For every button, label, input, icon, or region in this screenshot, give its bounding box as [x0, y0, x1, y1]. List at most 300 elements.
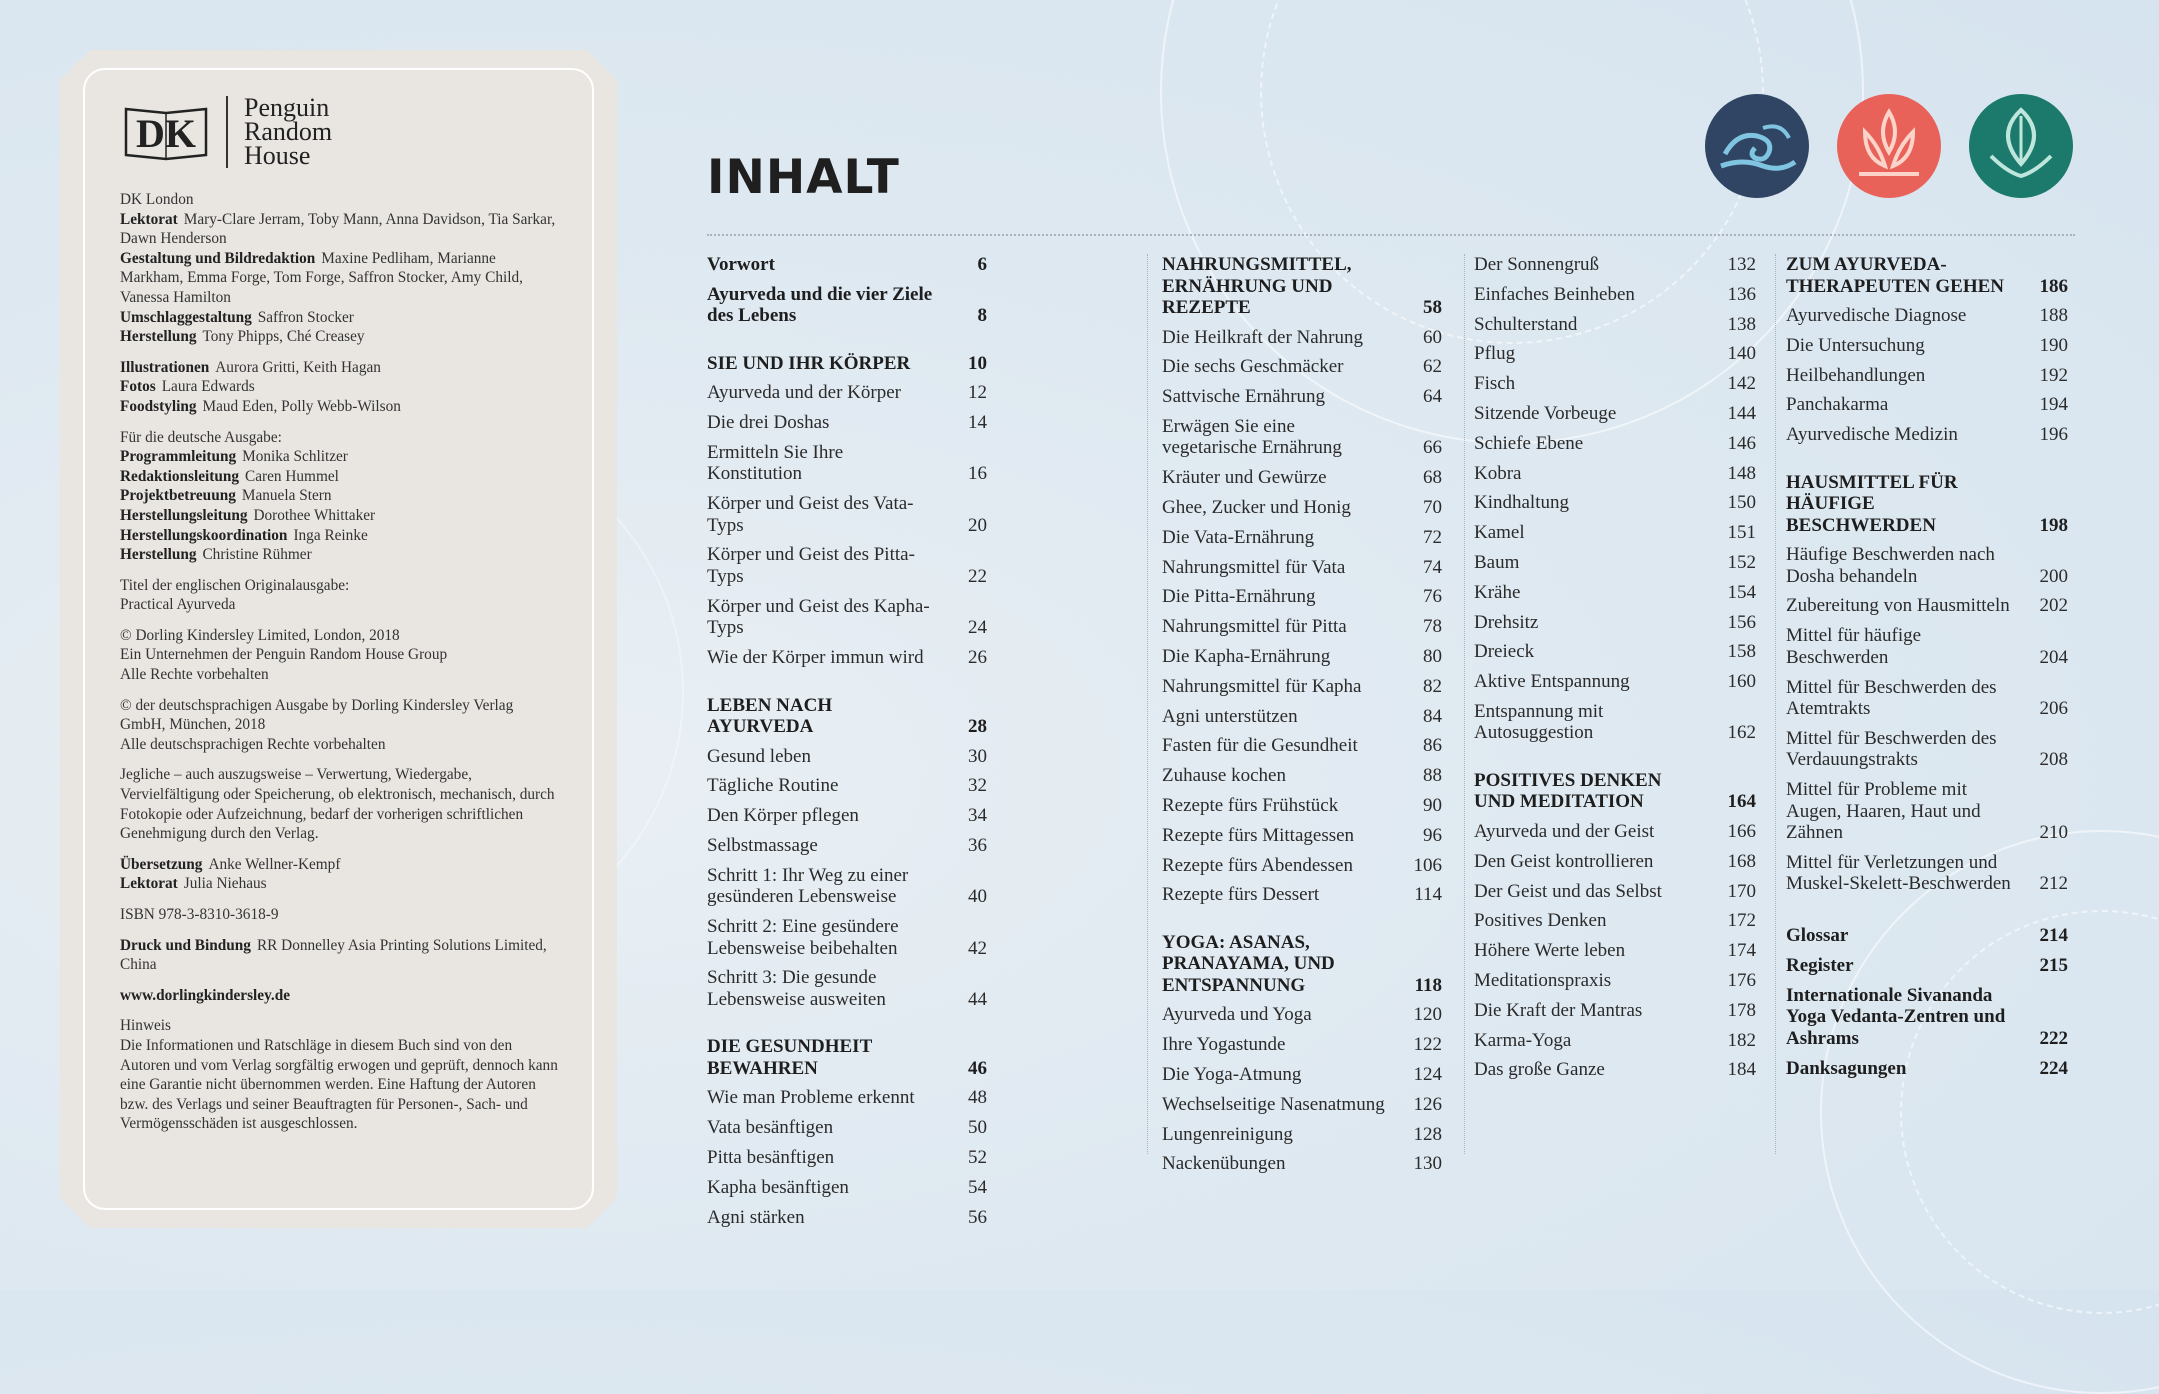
imprint-text: DK London	[120, 191, 194, 208]
imprint-paragraph	[120, 190, 560, 347]
toc-entry[interactable]	[707, 865, 987, 908]
toc-page-number: 168	[1727, 850, 1756, 872]
toc-entry-title: Positives Denken	[1474, 910, 1607, 932]
kapha-emblem-icon	[1967, 92, 2075, 200]
toc-page-number: 78	[1423, 616, 1442, 638]
toc-entry[interactable]	[1162, 1004, 1442, 1026]
toc-entry-title: Den Geist kontrollieren	[1474, 850, 1654, 872]
imprint-role: Übersetzung	[120, 855, 203, 873]
toc-entry-title: HAUSMITTEL FÜR HÄUFIGE BESCHWERDEN	[1786, 471, 1958, 536]
toc-entry-title: Einfaches Beinheben	[1474, 283, 1635, 305]
toc-entry-title: Drehsitz	[1474, 611, 1539, 633]
toc-page-number: 151	[1727, 522, 1756, 544]
toc-entry-title: Lungenreinigung	[1162, 1123, 1293, 1145]
toc-entry[interactable]	[1786, 925, 2068, 947]
toc-entry-title: POSITIVES DENKEN UND MEDITATION	[1474, 769, 1662, 813]
toc-entry[interactable]	[1474, 821, 1756, 843]
toc-entry-title: Tägliche Routine	[707, 775, 839, 797]
toc-entry[interactable]	[707, 493, 987, 536]
toc-entry[interactable]	[1786, 335, 2068, 357]
toc-entry[interactable]	[1786, 955, 2068, 977]
toc-page-number: 30	[968, 745, 987, 767]
toc-entry-title: Rezepte fürs Mittagessen	[1162, 824, 1355, 846]
toc-entry-title: Krähe	[1474, 581, 1521, 603]
toc-page-number: 106	[1413, 854, 1442, 876]
toc-entry[interactable]	[1786, 365, 2068, 387]
toc-entry-title: Ayurveda und Yoga	[1162, 1004, 1312, 1026]
toc-section-heading[interactable]	[707, 695, 987, 738]
toc-page-number: 174	[1727, 940, 1756, 962]
toc-entry[interactable]	[1162, 855, 1442, 877]
imprint-role: Programmleitung	[120, 448, 237, 466]
toc-entry-title: Körper und Geist des Pitta-Typs	[707, 544, 915, 587]
imprint-text: RR Donnelley Asia Printing Solutions Limited, China	[120, 936, 547, 974]
toc-entry-title: Wie man Probleme erkennt	[707, 1087, 915, 1109]
toc-page-number: 56	[968, 1206, 987, 1228]
toc-page-number: 166	[1727, 820, 1756, 842]
imprint-paragraph	[120, 1016, 560, 1134]
imprint-role: Herstellung	[120, 328, 197, 346]
toc-entry[interactable]	[707, 1087, 987, 1109]
toc-entry[interactable]	[1474, 522, 1756, 544]
toc-page-number: 68	[1423, 467, 1442, 489]
toc-page-number: 198	[2039, 514, 2068, 536]
toc-entry-title: Wechselseitige Nasenatmung	[1162, 1093, 1385, 1115]
toc-entry[interactable]	[1474, 1030, 1756, 1052]
imprint-paragraph	[120, 696, 560, 755]
pitta-emblem-icon	[1835, 92, 1943, 200]
toc-page-number: 72	[1423, 526, 1442, 548]
toc-entry[interactable]	[1162, 527, 1442, 549]
imprint-role: Illustrationen	[120, 358, 210, 376]
toc-page-number: 160	[1727, 671, 1756, 693]
toc-entry[interactable]	[1786, 779, 2068, 844]
toc-entry[interactable]	[1786, 544, 2068, 587]
toc-entry[interactable]	[1162, 356, 1442, 378]
imprint-text: Tony Phipps, Ché Creasey	[202, 328, 365, 346]
toc-entry[interactable]	[1162, 735, 1442, 757]
toc-entry-title: Kapha besänftigen	[707, 1176, 849, 1198]
toc-entry-title: Schiefe Ebene	[1474, 432, 1584, 454]
toc-entry[interactable]	[1474, 343, 1756, 365]
toc-page-number: 46	[968, 1057, 987, 1079]
toc-entry-title: LEBEN NACH AYURVEDA	[707, 694, 833, 738]
toc-page-number: 6	[977, 254, 987, 275]
toc-entry-title: ZUM AYURVEDA-THERAPEUTEN GEHEN	[1786, 254, 2005, 297]
toc-page-number: 14	[968, 412, 987, 434]
toc-page-number: 182	[1727, 1029, 1756, 1051]
toc-entry-title: Körper und Geist des Vata-Typs	[707, 493, 914, 536]
imprint-paragraph	[120, 855, 560, 894]
toc-entry-title: Register	[1786, 955, 1854, 977]
toc-page-number: 164	[1727, 791, 1756, 813]
toc-entry-title: Nahrungsmittel für Vata	[1162, 556, 1346, 578]
toc-entry-title: Das große Ganze	[1474, 1059, 1605, 1081]
imprint-text: Alle deutschsprachigen Rechte vorbehalten	[120, 735, 386, 753]
toc-section-heading[interactable]	[707, 1036, 987, 1079]
toc-entry[interactable]	[1474, 671, 1756, 693]
toc-entry[interactable]	[707, 1147, 987, 1169]
toc-page-number: 162	[1727, 722, 1756, 744]
imprint-paragraph	[120, 358, 560, 417]
toc-page-number: 128	[1413, 1123, 1442, 1145]
toc-entry-title: Dreieck	[1474, 641, 1535, 663]
toc-entry-title: Sattvische Ernährung	[1162, 386, 1326, 408]
imprint-role: Redaktionsleitung	[120, 467, 239, 485]
toc-entry-title: Die Yoga-Atmung	[1162, 1063, 1302, 1085]
toc-entry-title: Schritt 3: Die gesunde Lebensweise ausweiten	[707, 967, 886, 1010]
toc-entry-title: Schulterstand	[1474, 313, 1578, 335]
toc-entry[interactable]	[1474, 284, 1756, 306]
toc-entry[interactable]	[1786, 305, 2068, 327]
toc-page-number: 172	[1727, 910, 1756, 932]
toc-page-number: 206	[2039, 698, 2068, 720]
toc-page-number: 114	[1414, 884, 1442, 906]
toc-page-number: 62	[1423, 356, 1442, 378]
toc-entry[interactable]	[1162, 327, 1442, 349]
toc-entry-title: Mittel für Beschwerden des Atemtrakts	[1786, 676, 1997, 720]
toc-entry[interactable]	[1474, 373, 1756, 395]
imprint-text: Laura Edwards	[161, 378, 255, 396]
toc-entry[interactable]	[1474, 970, 1756, 992]
column-divider	[1147, 254, 1148, 1154]
toc-entry[interactable]	[1786, 677, 2068, 720]
toc-page-number: 60	[1423, 326, 1442, 348]
toc-entry-title: Ermitteln Sie Ihre Konstitution	[707, 441, 844, 485]
toc-page-number: 12	[968, 382, 987, 404]
imprint-role: Herstellung	[120, 546, 197, 564]
toc-page-number: 184	[1727, 1059, 1756, 1081]
toc-page-number: 158	[1727, 641, 1756, 663]
toc-entry-title: Die Untersuchung	[1786, 334, 1925, 356]
publisher-logo	[122, 93, 333, 170]
toc-entry-title: Rezepte fürs Frühstück	[1162, 794, 1339, 816]
toc-page-number: 144	[1727, 402, 1756, 424]
toc-entry[interactable]	[1474, 403, 1756, 425]
toc-entry[interactable]	[1162, 1034, 1442, 1056]
imprint-role: Herstellungsleitung	[120, 506, 248, 524]
toc-entry-title: Danksagungen	[1786, 1057, 1907, 1079]
toc-entry-title: Aktive Entspannung	[1474, 671, 1630, 693]
toc-entry-title: Rezepte fürs Abendessen	[1162, 854, 1353, 876]
toc-entry-title: Pitta besänftigen	[707, 1146, 835, 1168]
imprint-paragraph	[120, 576, 560, 615]
toc-entry-title: Den Körper pflegen	[707, 805, 859, 827]
toc-entry[interactable]	[1162, 765, 1442, 787]
penguin-random-house-text	[226, 93, 333, 170]
toc-entry[interactable]	[1786, 728, 2068, 771]
toc-page-number: 118	[1414, 974, 1442, 996]
toc-entry-title: Ayurveda und der Geist	[1474, 820, 1655, 842]
toc-entry[interactable]	[707, 1207, 987, 1229]
toc-entry-title: Nackenübungen	[1162, 1153, 1286, 1175]
toc-entry-title: Ayurvedische Diagnose	[1786, 305, 1967, 326]
toc-entry[interactable]	[1786, 394, 2068, 416]
toc-entry-title: Kräuter und Gewürze	[1162, 467, 1327, 489]
imprint-role: Lektorat	[120, 875, 178, 893]
toc-page-number: 34	[968, 805, 987, 827]
imprint-role: Herstellungskoordination	[120, 526, 288, 544]
toc-page-number: 26	[968, 647, 987, 669]
toc-entry[interactable]	[1474, 851, 1756, 873]
toc-page-number: 126	[1413, 1093, 1442, 1115]
toc-page-number: 86	[1423, 735, 1442, 757]
toc-entry[interactable]	[707, 647, 987, 669]
imprint-text: Aurora Gritti, Keith Hagan	[215, 358, 381, 376]
toc-page-number: 32	[968, 775, 987, 797]
toc-page-number: 156	[1727, 611, 1756, 633]
toc-page-number: 66	[1423, 437, 1442, 459]
imprint-text: Mary-Clare Jerram, Toby Mann, Anna Davidson, Tia Sarkar, Dawn Henderson	[120, 210, 556, 248]
toc-entry[interactable]	[1474, 940, 1756, 962]
column-divider	[1775, 254, 1776, 1154]
toc-entry[interactable]	[1474, 463, 1756, 485]
toc-page-number: 44	[968, 988, 987, 1010]
toc-entry[interactable]	[1474, 1000, 1756, 1022]
imprint-text: Inga Reinke	[293, 526, 368, 544]
toc-entry-title: Rezepte fürs Dessert	[1162, 884, 1320, 906]
toc-page-number: 224	[2039, 1057, 2068, 1079]
toc-entry[interactable]	[707, 382, 987, 404]
toc-entry-title: Kobra	[1474, 462, 1522, 484]
toc-entry[interactable]	[707, 596, 987, 639]
toc-entry-title: Meditationspraxis	[1474, 969, 1612, 991]
toc-entry[interactable]	[1474, 492, 1756, 514]
toc-entry-title: Fisch	[1474, 373, 1516, 395]
toc-entry-title: Ayurveda und die vier Ziele des Lebens	[707, 283, 933, 327]
publisher-line: House	[244, 141, 311, 170]
toc-page-number: 178	[1727, 999, 1756, 1021]
toc-entry[interactable]	[707, 775, 987, 797]
toc-page-number: 120	[1413, 1004, 1442, 1026]
toc-page-number: 96	[1423, 824, 1442, 846]
toc-page-number: 122	[1413, 1034, 1442, 1056]
toc-page-number: 58	[1423, 297, 1442, 318]
imprint-text: Caren Hummel	[245, 467, 339, 485]
toc-entry-title: Die sechs Geschmäcker	[1162, 356, 1344, 378]
toc-entry[interactable]	[1162, 386, 1442, 408]
toc-page-number: 154	[1727, 581, 1756, 603]
imprint-text: Monika Schlitzer	[242, 448, 348, 466]
toc-entry[interactable]	[707, 746, 987, 768]
toc-page-number: 176	[1727, 969, 1756, 991]
toc-page-number: 42	[968, 937, 987, 959]
toc-page-number: 202	[2039, 595, 2068, 617]
imprint-text: Maud Eden, Polly Webb-Wilson	[202, 397, 401, 415]
toc-page-number: 64	[1423, 386, 1442, 408]
toc-entry[interactable]	[1474, 612, 1756, 634]
toc-column-3	[1474, 254, 1756, 1089]
toc-entry[interactable]	[1162, 416, 1442, 459]
toc-entry-title: Mittel für häufige Beschwerden	[1786, 625, 1922, 668]
toc-entry[interactable]	[707, 544, 987, 587]
toc-section-heading[interactable]	[1162, 254, 1442, 319]
toc-entry[interactable]	[1786, 1058, 2068, 1080]
toc-section-heading[interactable]	[1786, 254, 2068, 297]
toc-entry[interactable]	[1162, 706, 1442, 728]
toc-entry[interactable]	[1162, 1153, 1442, 1175]
imprint-paragraph	[120, 428, 560, 565]
toc-entry-title: Die drei Doshas	[707, 412, 830, 434]
toc-section-heading[interactable]	[1474, 770, 1756, 813]
toc-page-number: 215	[2039, 955, 2068, 977]
toc-entry[interactable]	[1162, 676, 1442, 698]
toc-entry[interactable]	[707, 1177, 987, 1199]
toc-section-heading[interactable]	[1786, 472, 2068, 537]
toc-entry[interactable]	[1474, 314, 1756, 336]
toc-entry[interactable]	[1474, 254, 1756, 276]
toc-entry[interactable]	[1786, 985, 2068, 1050]
toc-entry[interactable]	[1786, 852, 2068, 895]
imprint-role: www.dorlingkindersley.de	[120, 986, 290, 1004]
toc-entry-title: Vata besänftigen	[707, 1117, 834, 1139]
toc-entry[interactable]	[1162, 1124, 1442, 1146]
toc-section-heading[interactable]	[707, 353, 987, 375]
toc-page-number: 210	[2039, 822, 2068, 844]
imprint-text: © der deutschsprachigen Ausgabe by Dorling Kindersley Verlag GmbH, München, 2018	[120, 696, 514, 734]
imprint-text	[120, 190, 560, 1145]
toc-entry-title: Ayurvedische Medizin	[1786, 424, 1958, 446]
toc-entry[interactable]	[1474, 910, 1756, 932]
toc-page-number: 82	[1423, 675, 1442, 697]
toc-column-1	[707, 254, 987, 1236]
toc-entry[interactable]	[707, 412, 987, 434]
toc-entry[interactable]	[1162, 616, 1442, 638]
toc-entry[interactable]	[707, 1117, 987, 1139]
toc-entry-title: Mittel für Verletzungen und Muskel-Skelett-Beschwerden	[1786, 851, 2011, 895]
toc-entry[interactable]	[1786, 625, 2068, 668]
toc-page-number: 28	[968, 716, 987, 738]
imprint-text: Die Informationen und Ratschläge in diesem Buch sind von den Autoren und vom Verlag sorgfältig erwogen und geprüft, dennoch kann eine Garantie nicht übernommen werden. Eine Haftung der Autoren bzw. des Verlags und seiner Beauftragten für Personen-, Sach- und Vermögensschäden ist ausgeschlossen.	[120, 1036, 558, 1133]
toc-entry-title: Entspannung mit Autosuggestion	[1474, 700, 1604, 744]
toc-entry-title: Gesund leben	[707, 745, 811, 767]
toc-entry[interactable]	[1474, 433, 1756, 455]
toc-entry-title: Der Sonnengruß	[1474, 254, 1600, 275]
toc-entry[interactable]	[1162, 795, 1442, 817]
imprint-text: Maxine Pedliham, Marianne Markham, Emma Forge, Tom Forge, Saffron Stocker, Amy Child, Vanessa Hamilton	[120, 249, 523, 306]
toc-entry-title: Zubereitung von Hausmitteln	[1786, 595, 2010, 617]
toc-entry-title: Mittel für Beschwerden des Verdauungstrakts	[1786, 727, 1997, 771]
toc-entry-title: Pflug	[1474, 343, 1516, 365]
toc-entry[interactable]	[707, 967, 987, 1010]
toc-page-number: 170	[1727, 880, 1756, 902]
toc-page-number: 200	[2039, 565, 2068, 587]
toc-page-number: 142	[1727, 373, 1756, 395]
toc-entry[interactable]	[1162, 825, 1442, 847]
imprint-role: Druck und Bindung	[120, 936, 251, 954]
toc-entry-title: Höhere Werte leben	[1474, 940, 1626, 962]
toc-entry-title: Heilbehandlungen	[1786, 364, 1926, 386]
toc-entry[interactable]	[707, 835, 987, 857]
imprint-text: Anke Wellner-Kempf	[208, 855, 341, 873]
imprint-text: © Dorling Kindersley Limited, London, 2018	[120, 626, 400, 644]
toc-entry-title: Wie der Körper immun wird	[707, 647, 924, 669]
toc-entry-title: Häufige Beschwerden nach Dosha behandeln	[1786, 544, 1995, 587]
toc-page-number: 50	[968, 1117, 987, 1139]
imprint-paragraph	[120, 765, 560, 843]
toc-page-number: 150	[1727, 492, 1756, 514]
toc-section-heading[interactable]	[1162, 932, 1442, 997]
toc-entry-title: Ihre Yogastunde	[1162, 1034, 1286, 1056]
toc-entry[interactable]	[707, 284, 987, 327]
toc-page-number: 22	[968, 565, 987, 587]
toc-entry-title: YOGA: ASANAS, PRANAYAMA, UND ENTSPANNUNG	[1162, 931, 1335, 996]
toc-page-number: 196	[2039, 424, 2068, 446]
toc-entry[interactable]	[707, 916, 987, 959]
toc-entry-title: Erwägen Sie eine vegetarische Ernährung	[1162, 415, 1342, 459]
toc-entry-title: Die Vata-Ernährung	[1162, 526, 1315, 548]
toc-entry-title: Der Geist und das Selbst	[1474, 880, 1662, 902]
toc-entry[interactable]	[1162, 646, 1442, 668]
toc-entry[interactable]	[1474, 641, 1756, 663]
toc-entry-title: Vorwort	[707, 254, 775, 275]
toc-entry[interactable]	[1474, 1059, 1756, 1081]
toc-entry-title: Fasten für die Gesundheit	[1162, 735, 1358, 757]
toc-page-number: 132	[1727, 254, 1756, 275]
toc-entry[interactable]	[1162, 1094, 1442, 1116]
toc-entry-title: Selbstmassage	[707, 834, 818, 856]
column-divider	[1464, 254, 1465, 1154]
toc-entry-title: Zuhause kochen	[1162, 765, 1286, 787]
toc-page-number: 70	[1423, 496, 1442, 518]
toc-entry[interactable]	[1162, 557, 1442, 579]
toc-page-number: 140	[1727, 343, 1756, 365]
toc-entry[interactable]	[707, 805, 987, 827]
toc-entry-title: Glossar	[1786, 925, 1849, 947]
toc-entry[interactable]	[1474, 552, 1756, 574]
toc-entry-title: Karma-Yoga	[1474, 1029, 1572, 1051]
toc-page-number: 24	[968, 617, 987, 639]
imprint-text: Für die deutsche Ausgabe:	[120, 428, 282, 446]
toc-entry[interactable]	[1162, 884, 1442, 906]
toc-page-number: 80	[1423, 645, 1442, 667]
toc-column-2	[1162, 254, 1442, 1183]
publisher-line: Random	[244, 117, 333, 146]
toc-entry[interactable]	[1474, 701, 1756, 744]
toc-entry[interactable]	[1786, 595, 2068, 617]
toc-page-number: 130	[1413, 1153, 1442, 1175]
toc-entry[interactable]	[1474, 582, 1756, 604]
toc-entry-title: Agni stärken	[707, 1206, 805, 1228]
toc-page-number: 10	[968, 352, 987, 374]
toc-entry[interactable]	[1162, 1064, 1442, 1086]
toc-entry-title: Die Kapha-Ernährung	[1162, 645, 1331, 667]
toc-entry-title: NAHRUNGSMITTEL, ERNÄHRUNG UND REZEPTE	[1162, 254, 1352, 318]
toc-entry[interactable]	[707, 254, 987, 276]
toc-entry[interactable]	[1162, 586, 1442, 608]
imprint-text: Ein Unternehmen der Penguin Random House Group	[120, 646, 448, 664]
imprint-role: Umschlaggestaltung	[120, 308, 252, 326]
toc-page-number: 40	[968, 886, 987, 908]
toc-entry[interactable]	[707, 442, 987, 485]
toc-entry-title: Nahrungsmittel für Kapha	[1162, 675, 1362, 697]
toc-page-number: 8	[977, 305, 987, 327]
toc-gap	[1786, 903, 2068, 925]
toc-entry[interactable]	[1162, 467, 1442, 489]
toc-entry[interactable]	[1474, 881, 1756, 903]
toc-page-number: 48	[968, 1087, 987, 1109]
toc-entry[interactable]	[1786, 424, 2068, 446]
toc-page-number: 16	[968, 463, 987, 485]
toc-page-number: 208	[2039, 749, 2068, 771]
toc-page-number: 222	[2039, 1027, 2068, 1049]
page-title: INHALT	[707, 150, 900, 205]
toc-entry-title: Die Pitta-Ernährung	[1162, 586, 1316, 608]
imprint-text: Jegliche – auch auszugsweise – Verwertung, Wiedergabe, Vervielfältigung oder Speicherung, ob elektronisch, mechanisch, durch Fotokopie oder Aufzeichnung, bedarf der vorherigen schriftlichen Genehmigung durch den Verlag.	[120, 766, 555, 843]
imprint-role: Projektbetreuung	[120, 487, 236, 505]
toc-entry[interactable]	[1162, 497, 1442, 519]
toc-page-number: 84	[1423, 705, 1442, 727]
